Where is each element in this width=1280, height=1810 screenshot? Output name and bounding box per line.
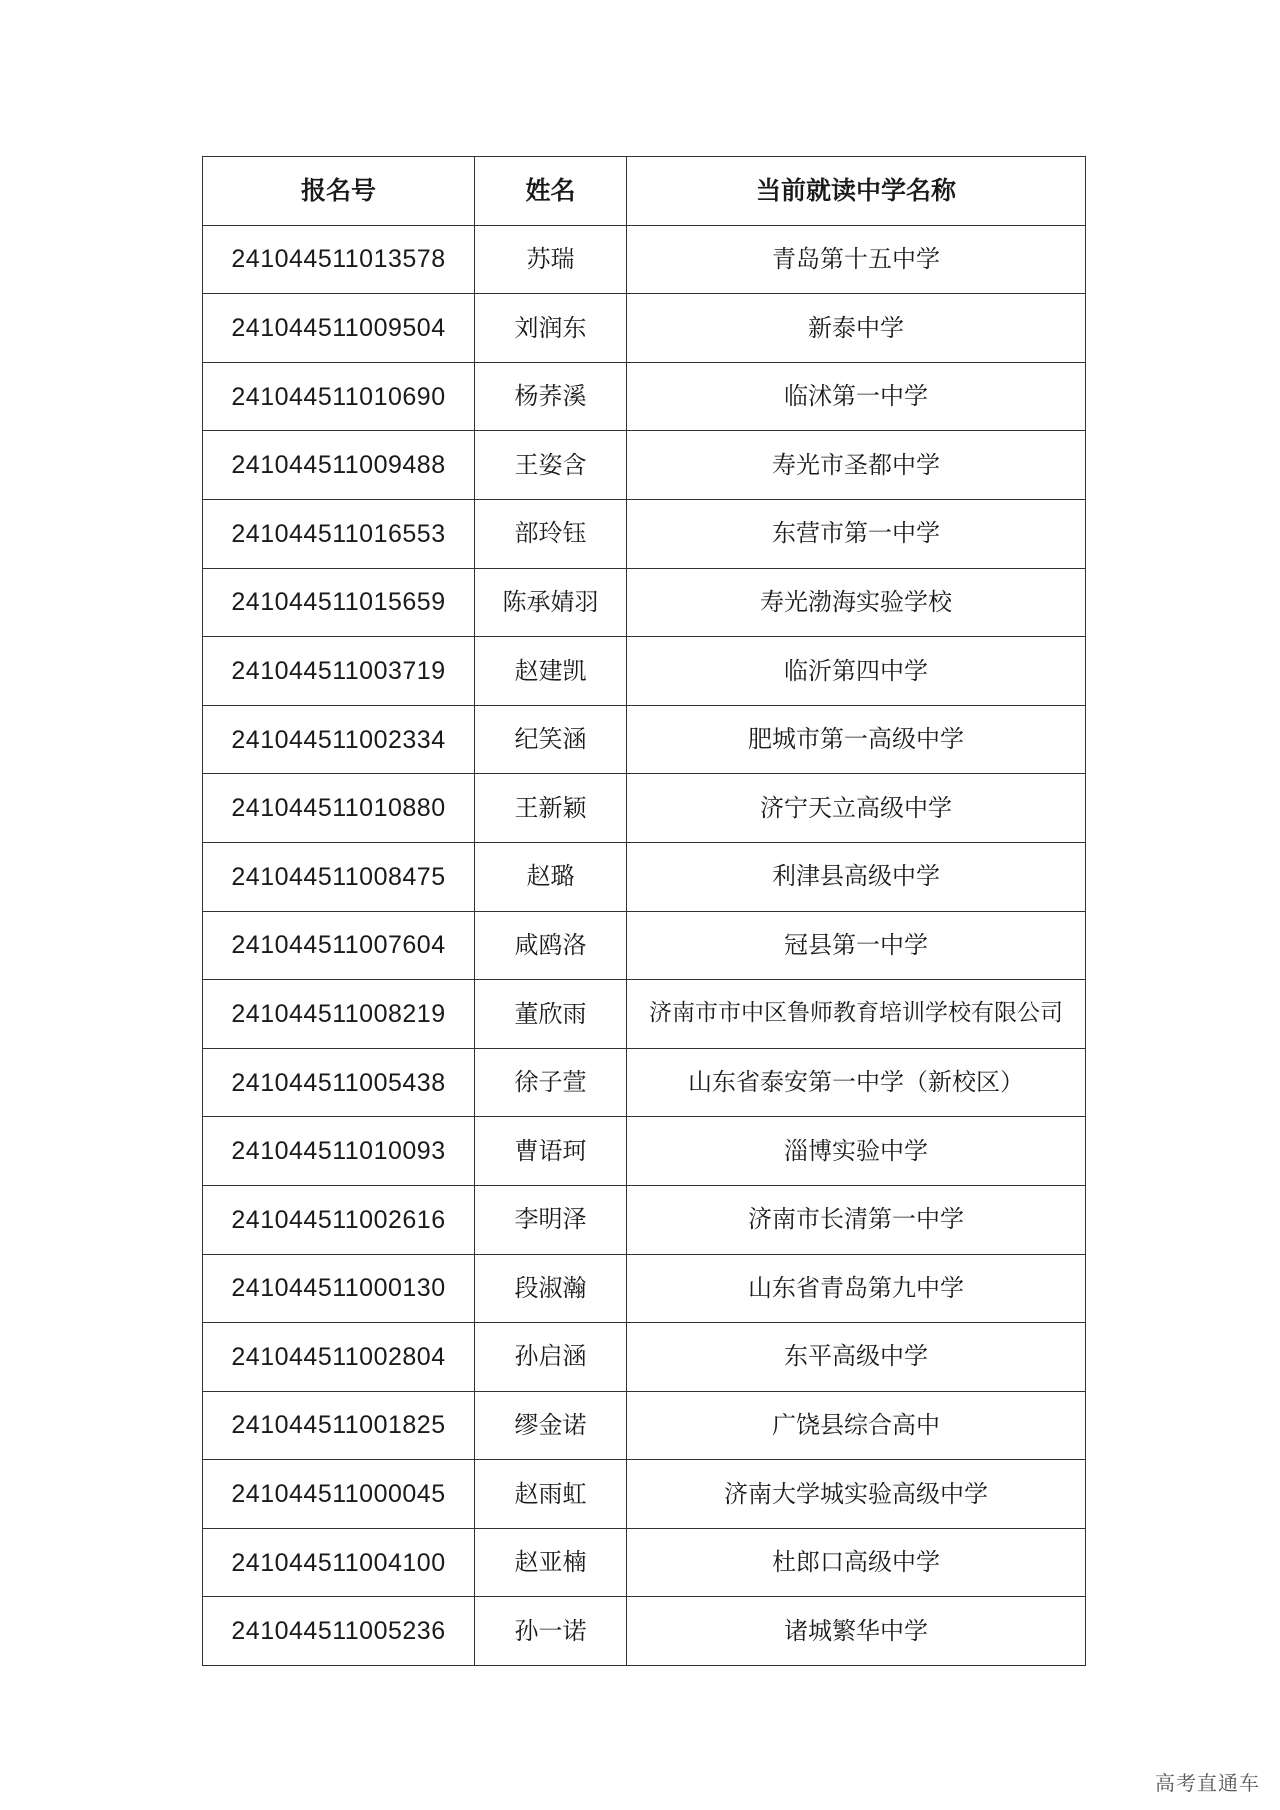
cell-school-name: 济宁天立高级中学 [627,774,1086,843]
cell-registration-number: 241044511010093 [203,1117,475,1186]
table-row [203,294,1086,363]
cell-registration-number: 241044511000130 [203,1254,475,1323]
table-row [203,1323,1086,1392]
table-row [203,431,1086,500]
cell-student-name: 孙一诺 [475,1597,627,1666]
cell-school-name: 杜郎口高级中学 [627,1528,1086,1597]
table-row [203,362,1086,431]
table-row [203,911,1086,980]
cell-registration-number: 241044511009504 [203,294,475,363]
table-row [203,774,1086,843]
table-row [203,1391,1086,1460]
cell-school-name: 利津县高级中学 [627,842,1086,911]
cell-registration-number: 241044511008475 [203,842,475,911]
cell-school-name: 东平高级中学 [627,1323,1086,1392]
table-row [203,1048,1086,1117]
cell-registration-number: 241044511010880 [203,774,475,843]
watermark: 高考直通车 [1155,1771,1260,1795]
cell-school-name: 山东省泰安第一中学（新校区） [627,1048,1086,1117]
cell-school-name: 山东省青岛第九中学 [627,1254,1086,1323]
cell-student-name: 王姿含 [475,431,627,500]
table-row [203,980,1086,1049]
cell-registration-number: 241044511008219 [203,980,475,1049]
cell-school-name: 济南大学城实验高级中学 [627,1460,1086,1529]
cell-registration-number: 241044511003719 [203,637,475,706]
table-row [203,225,1086,294]
cell-school-name: 寿光市圣都中学 [627,431,1086,500]
cell-school-name: 肥城市第一高级中学 [627,705,1086,774]
cell-student-name: 赵建凯 [475,637,627,706]
table-row [203,1254,1086,1323]
cell-student-name: 徐子萱 [475,1048,627,1117]
cell-registration-number: 241044511002334 [203,705,475,774]
cell-registration-number: 241044511002616 [203,1185,475,1254]
table-row [203,637,1086,706]
cell-school-name: 新泰中学 [627,294,1086,363]
cell-registration-number: 241044511013578 [203,225,475,294]
cell-student-name: 纪笑涵 [475,705,627,774]
table-row [203,499,1086,568]
cell-school-name: 临沭第一中学 [627,362,1086,431]
cell-registration-number: 241044511004100 [203,1528,475,1597]
table-body [203,225,1086,1665]
cell-student-name: 杨荞溪 [475,362,627,431]
cell-registration-number: 241044511000045 [203,1460,475,1529]
cell-school-name: 冠县第一中学 [627,911,1086,980]
cell-school-name: 临沂第四中学 [627,637,1086,706]
header-school-name: 当前就读中学名称 [627,157,1086,226]
cell-registration-number: 241044511005236 [203,1597,475,1666]
cell-student-name: 曹语珂 [475,1117,627,1186]
cell-student-name: 部玲钰 [475,499,627,568]
cell-registration-number: 241044511010690 [203,362,475,431]
admission-list-table [202,156,1086,1666]
cell-student-name: 王新颖 [475,774,627,843]
table-row [203,842,1086,911]
cell-school-name: 济南市市中区鲁师教育培训学校有限公司 [627,980,1086,1049]
cell-student-name: 赵雨虹 [475,1460,627,1529]
cell-registration-number: 241044511009488 [203,431,475,500]
table-row [203,1528,1086,1597]
table-row [203,1460,1086,1529]
cell-registration-number: 241044511016553 [203,499,475,568]
cell-school-name: 寿光渤海实验学校 [627,568,1086,637]
table-row [203,1185,1086,1254]
header-registration-number: 报名号 [203,157,475,226]
table-header-row [203,157,1086,226]
cell-school-name: 广饶县综合高中 [627,1391,1086,1460]
cell-registration-number: 241044511015659 [203,568,475,637]
cell-school-name: 东营市第一中学 [627,499,1086,568]
cell-school-name: 诸城繁华中学 [627,1597,1086,1666]
cell-registration-number: 241044511002804 [203,1323,475,1392]
cell-student-name: 刘润东 [475,294,627,363]
cell-school-name: 青岛第十五中学 [627,225,1086,294]
cell-student-name: 段淑瀚 [475,1254,627,1323]
table-row [203,1597,1086,1666]
cell-registration-number: 241044511001825 [203,1391,475,1460]
cell-student-name: 孙启涵 [475,1323,627,1392]
header-student-name: 姓名 [475,157,627,226]
cell-school-name: 淄博实验中学 [627,1117,1086,1186]
cell-student-name: 苏瑞 [475,225,627,294]
cell-registration-number: 241044511007604 [203,911,475,980]
cell-student-name: 李明泽 [475,1185,627,1254]
cell-student-name: 赵璐 [475,842,627,911]
table-row [203,568,1086,637]
cell-school-name: 济南市长清第一中学 [627,1185,1086,1254]
cell-student-name: 赵亚楠 [475,1528,627,1597]
cell-student-name: 董欣雨 [475,980,627,1049]
cell-student-name: 陈承婧羽 [475,568,627,637]
cell-student-name: 咸鸥洛 [475,911,627,980]
cell-registration-number: 241044511005438 [203,1048,475,1117]
cell-student-name: 缪金诺 [475,1391,627,1460]
table-row [203,705,1086,774]
table-row [203,1117,1086,1186]
